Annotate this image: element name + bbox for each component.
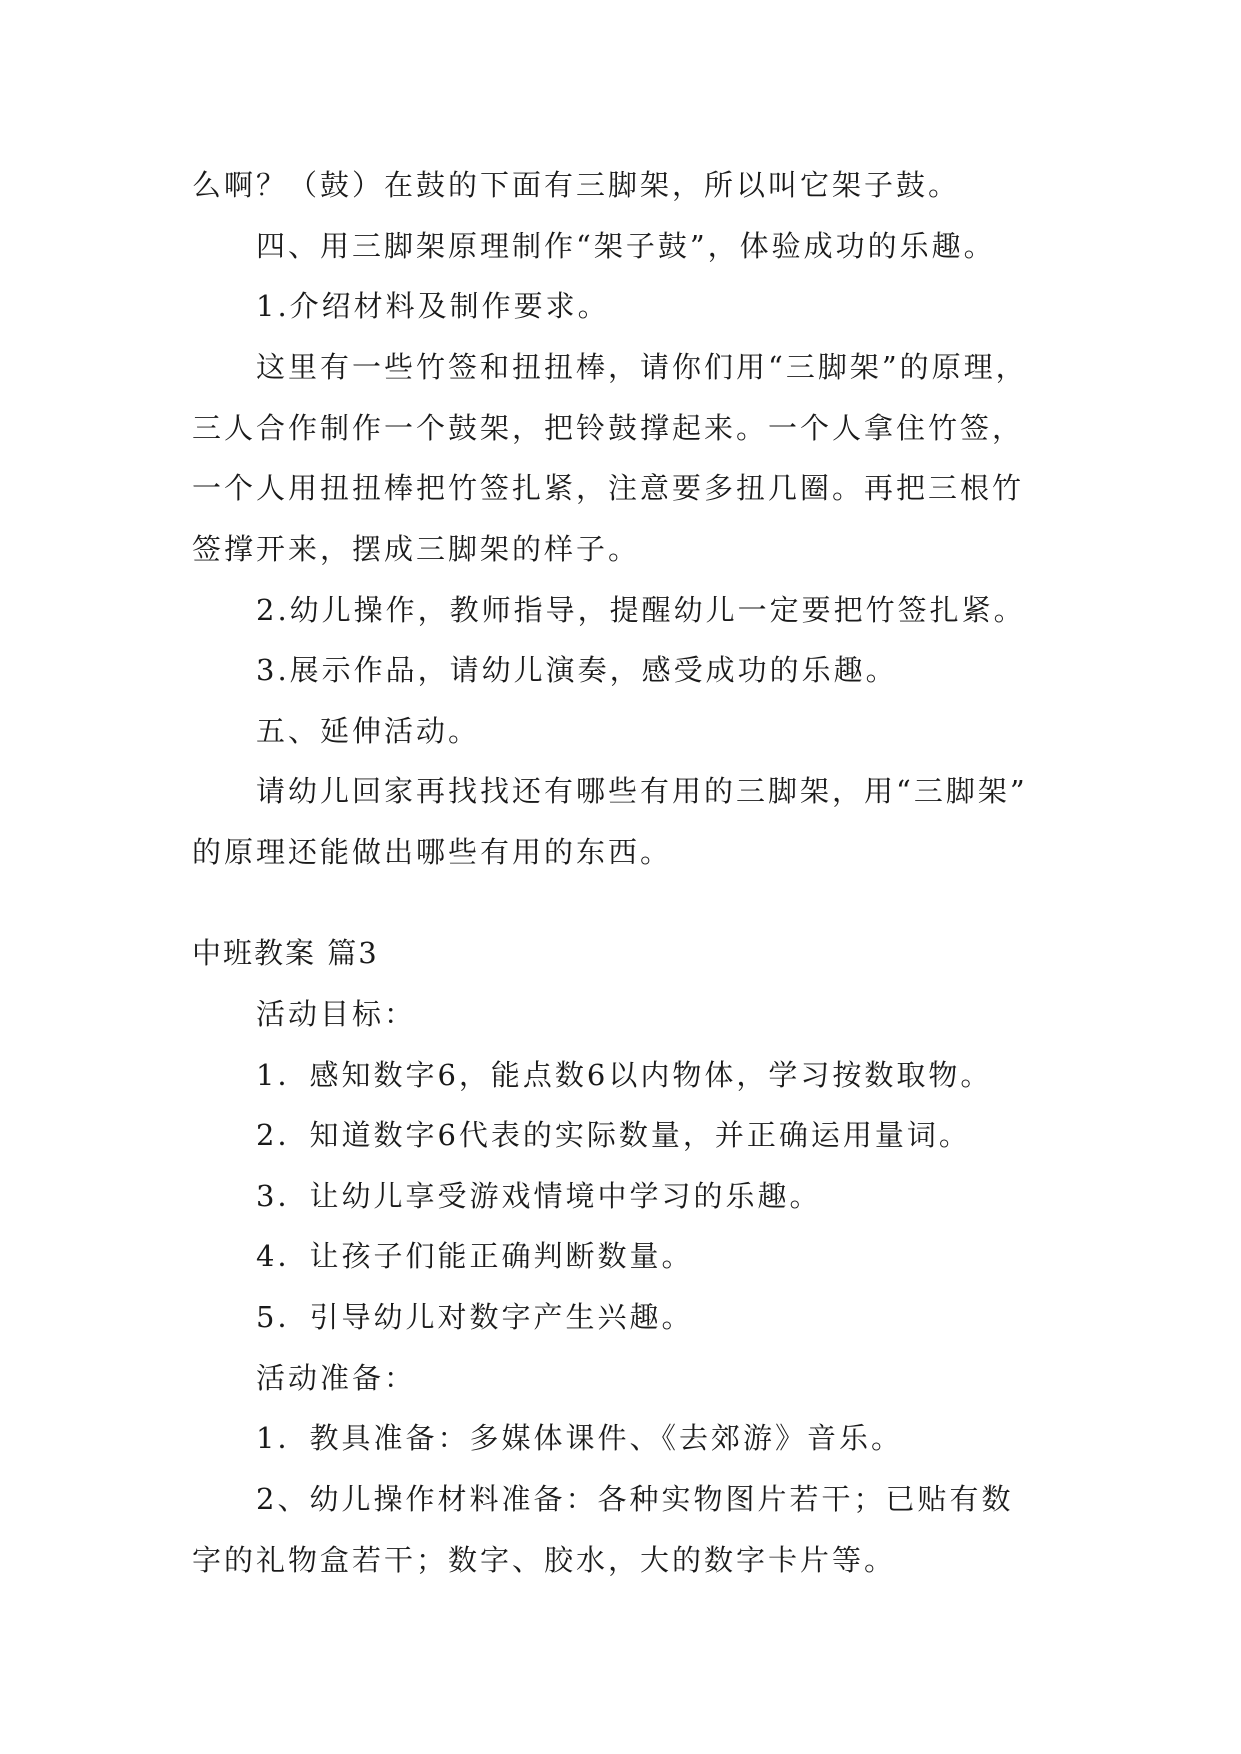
paragraph-line: 么啊？（鼓）在鼓的下面有三脚架，所以叫它架子鼓。: [192, 168, 961, 202]
list-item: 2．知道数字6代表的实际数量，并正确运用量词。: [256, 1118, 971, 1152]
list-item: 1．教具准备：多媒体课件、《去郊游》音乐。: [256, 1421, 903, 1455]
paragraph-line: 字的礼物盒若干；数字、胶水，大的数字卡片等。: [192, 1543, 897, 1577]
list-item: 5．引导幼儿对数字产生兴趣。: [256, 1300, 694, 1334]
list-item: 2.幼儿操作，教师指导，提醒幼儿一定要把竹签扎紧。: [256, 593, 1026, 627]
list-item: 3．让幼儿享受游戏情境中学习的乐趣。: [256, 1179, 822, 1213]
section-heading: 四、用三脚架原理制作“架子鼓”，体验成功的乐趣。: [256, 229, 996, 263]
paragraph-line: 请幼儿回家再找找还有哪些有用的三脚架，用“三脚架”: [256, 774, 1028, 808]
paragraph-line: 这里有一些竹签和扭扭棒，请你们用“三脚架”的原理，: [256, 350, 1028, 384]
list-item: 4．让孩子们能正确判断数量。: [256, 1239, 694, 1273]
list-item: 3.展示作品，请幼儿演奏，感受成功的乐趣。: [256, 653, 898, 687]
list-item: 1．感知数字6，能点数6以内物体，学习按数取物。: [256, 1058, 993, 1092]
list-item: 2、幼儿操作材料准备：各种实物图片若干；已贴有数: [256, 1482, 1014, 1516]
paragraph-line: 签撑开来，摆成三脚架的样子。: [192, 532, 641, 566]
paragraph-line: 一个人用扭扭棒把竹签扎紧，注意要多扭几圈。再把三根竹: [192, 471, 1025, 505]
section-title: 中班教案 篇3: [192, 936, 379, 970]
paragraph-line: 的原理还能做出哪些有用的东西。: [192, 835, 673, 869]
section-heading: 五、延伸活动。: [256, 714, 481, 748]
subheading: 活动准备：: [256, 1361, 417, 1395]
list-item: 1.介绍材料及制作要求。: [256, 289, 610, 323]
subheading: 活动目标：: [256, 997, 417, 1031]
paragraph-line: 三人合作制作一个鼓架，把铃鼓撑起来。一个人拿住竹签，: [192, 411, 1025, 445]
